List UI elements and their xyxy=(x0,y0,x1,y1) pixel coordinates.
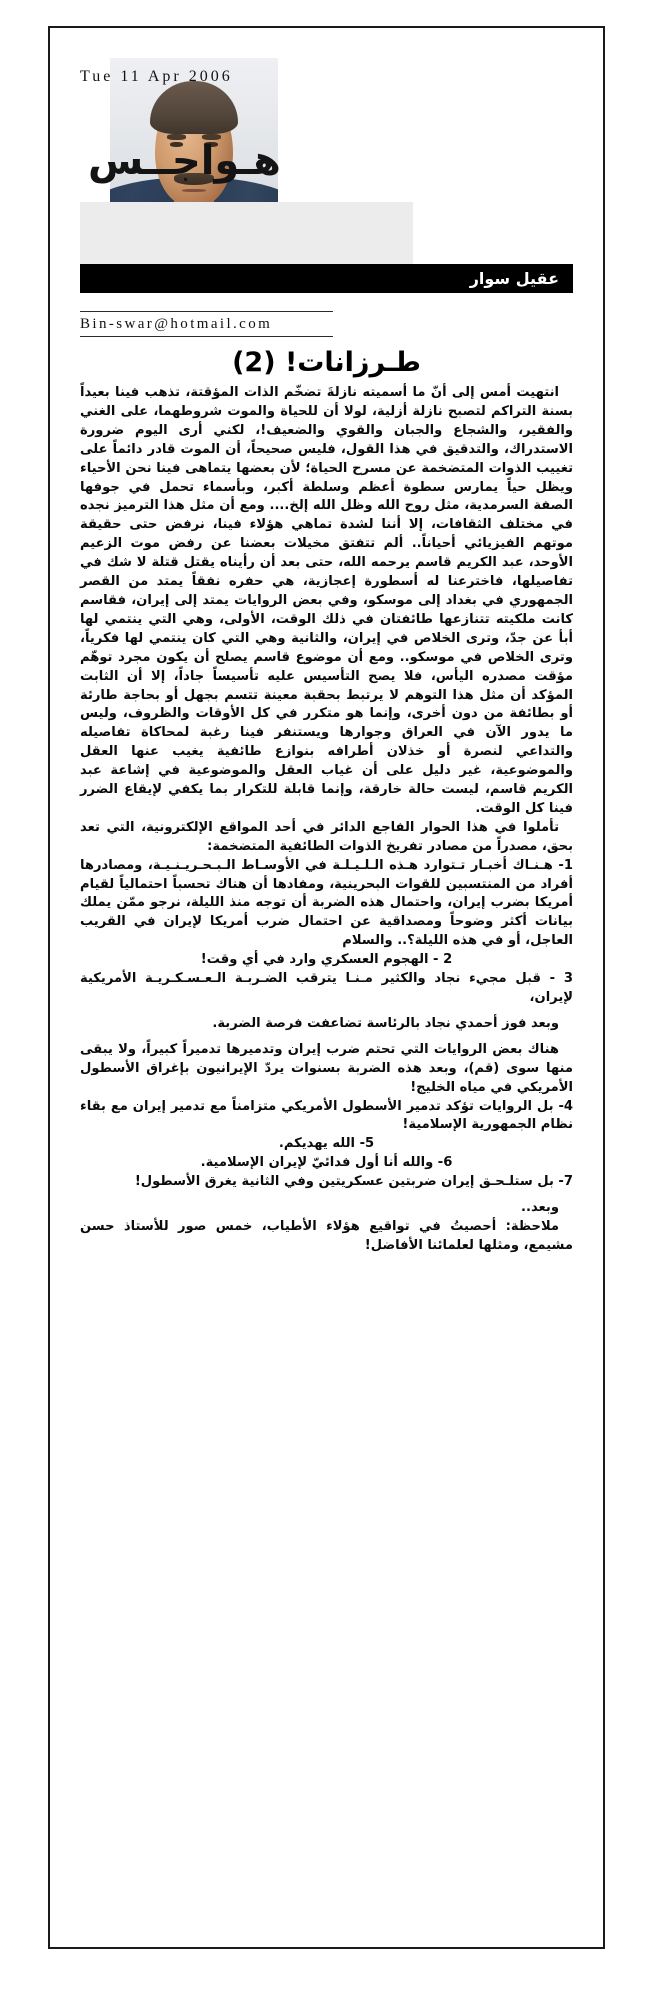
article-list-item: 1- هـنـاك أخبـار تـتوارد هـذه الـلـيـلـة في الأوسـاط الـبـحـريـنـيـة، ومصادرها أفراد من المنتسبين للقوات البحرينية، ومفادها أن هناك تحسباً احتمالياً لقيام أمريكا بضرب إيران، واحتمال هذه الضربة أن توجه منذ الليلة، نرجو ممّن يملك بيانات أكثر وضوحاً ومصداقية عن احتمال ضرب أمريكا لإيران في القريب العاجل، أو في هذه الليلة؟.. والسلام xyxy=(80,857,573,949)
article-paragraph: تأملوا في هذا الحوار الفاجع الدائر في أحد المواقع الإلكترونية، التي تعد بحق، مصدراً من مصادر تفريخ الذوات الطائفية المتضخمة: xyxy=(80,819,573,854)
article-paragraph: هناك بعض الروايات التي تحتم ضرب إيران وتدميرها تدميراً كبيراً، ولا يبقى منها سوى (قم)، وبعد هذه الضربة بسنوات يردّ الإيرانيون بإغراق الأسطول الأمريكي في مياه الخليج! xyxy=(80,1041,573,1095)
article-list-item: 6- والله أنا أول فدائيّ لإيران الإسلامية. xyxy=(200,1155,453,1171)
columnist-name: عقيل سوار xyxy=(469,268,559,288)
column-logo-title: هـواجــس xyxy=(88,138,281,184)
byline-bar xyxy=(80,264,573,293)
publication-date: Tue 11 Apr 2006 xyxy=(80,68,233,85)
article-list-item: 5- الله يهديكم. xyxy=(278,1136,375,1152)
article-list-item: 7- بل ستلـحـق إيران ضربتين عسكريتين وفي الثانية يغرق الأسطول! xyxy=(134,1174,573,1190)
article-paragraph: انتهيت أمس إلى أنّ ما أسميته نازلةَ تضخّم الذات المؤقتة، تذهب فينا بعيداً بسنة التراكم لتصبح نازلة أزلية، لولا أن للحياة والموت شروطهما، على الغني والفقير، والشجاع والجبان والقوي والضعيف!، لكني أرى اليوم ضرورة الاستدراك، والتدقيق في هذا القول، فليس صحيحاً، أن الموت قادر دائماً على تغييب الذوات المتضخمة عن مسرح الحياة؛ لأن بعضها يتماهى فينا نحن الأحياء ويظل حياً يمارس سطوة أعظم وسلطة أكبر، وبأسماء تحمل في جوفها الصفة السرمدية، مثل روح الله وظل الله إلخ.... ومع أن مثل هذا الترميز نجده في مختلف الثقافات، إلا أننا لشدة تماهي هؤلاء فينا، نرفض حتى حقيقة موتهم الفيزيائي أحياناً.. ألم تتفتق مخيلات بعضنا عن رفض موت الزعيم الأوحد، عبد الكريم قاسم يرحمه الله، حتى بعد أن رأيناه يقتل قتلة لا شك في تفاصيلها، فاخترعنا له أسطورة إعجازية، هي حفره نفقاً يمتد من القصر الجمهوري في بغداد إلى موسكو، وفي بعض الروايات يمتد إلى إيران، فقاسم كانت ملكيته تتنازعها طائفتان في ذلك الوقت، الأولى، وهي التي ينتمي لها أبأ عن جدّ، وترى الخلاص في إيران، والثانية وهي التي كان ينتمي لها فكرياً، وترى الخلاص في موسكو.. ومع أن موضوع قاسم يصلح أن يكون مجرد توهّم مؤقت مصدره اليأس، فلا يصح التأسيس عليه تأسيساً جاداً، إلا أن الثابت المؤكد أن مثل هذا التوهم لا يرتبط بحقبة معينة تتسم بجهل أو بحاجة طارئة أو بطائفة من دون أخرى، وإنما هو متكرر في كل الأوقات والظروف، وليس ما يدور الآن في العراق وجوارها ويستنفر فينا رغبة لمحاكاة تفاصيله والتداعي لنصرة أو خذلان أطرافه بنوازع طائفية يغيب عنها العقل والموضوعية، غير دليل على أن غياب العقل والموضوعية في إشاعة عبد الكريم قاسم، ليست حالة خارقة، وإنما قابلة للتكرار بما يكفي لإيقاع الضرر فينا كل الوقت. xyxy=(80,385,573,816)
email-rule-bottom xyxy=(80,336,333,337)
masthead xyxy=(80,28,573,293)
portrait-mouth xyxy=(182,189,206,192)
contact-email-block xyxy=(80,311,573,337)
article-list-item: 2 - الهجوم العسكري وارد في أي وقت! xyxy=(200,952,453,968)
article-list-item: 3 - قبل مجيء نجاد والكثير مـنـا يترقب الضـربـة الـعـسـكـريـة الأمريكية لإيران، xyxy=(80,971,573,1005)
article-closing: وبعد.. xyxy=(521,1200,559,1216)
article-paragraph: وبعد فوز أحمدي نجاد بالرئاسة تضاعفت فرصة الضربة. xyxy=(212,1015,559,1031)
email-rule-top xyxy=(80,311,333,312)
article-list-item: 4- بل الروايات تؤكد تدمير الأسطول الأمريكي متزامناً مع تدمير إيران مع بقاء نظام الجمهورية الإسلامية! xyxy=(80,1098,573,1133)
newspaper-column-page xyxy=(48,26,605,1949)
columnist-email[interactable]: Bin-swar@hotmail.com xyxy=(80,316,273,332)
masthead-grey-band xyxy=(80,202,413,264)
article-note: ملاحظة: أحصيتُ في تواقيع هؤلاء الأطياب، خمس صور للأستاذ حسن مشيمع، ومثلها لعلمائنا الأفاضل! xyxy=(80,1218,573,1253)
article-title: طـرزانات! (2) xyxy=(232,347,421,378)
article-body xyxy=(80,384,573,1256)
